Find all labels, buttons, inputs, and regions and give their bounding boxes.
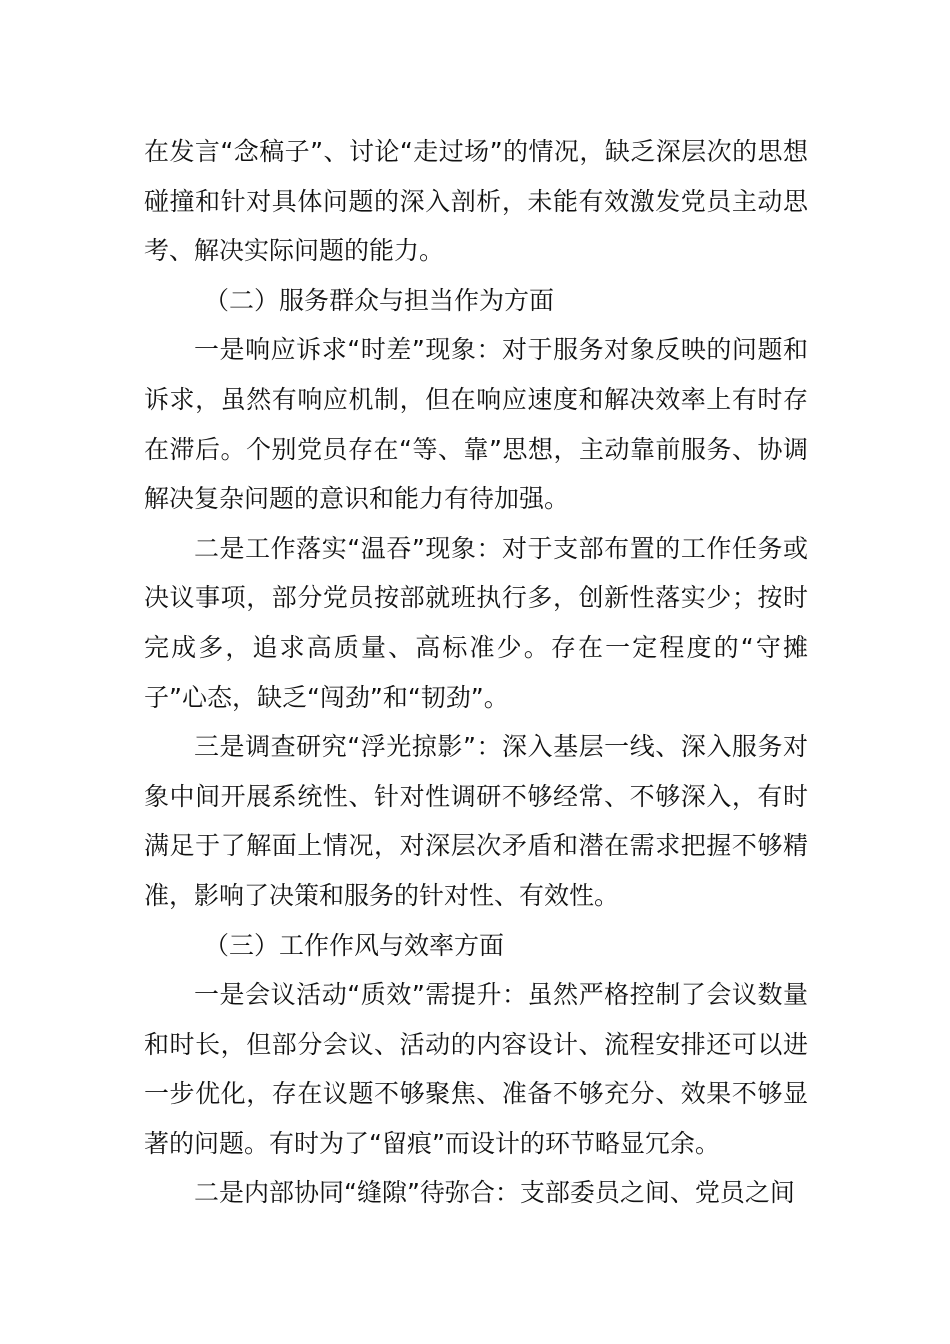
paragraph-implementation: 二是工作落实“温吞”现象：对于支部布置的工作任务或决议事项，部分党员按部就班执行多，创新性落实少；按时完成多，追求高质量、高标准少。存在一定程度的“守摊子”心态，缺乏“闯劲”和“韧劲”。 (144, 533, 808, 712)
paragraph-meetings: 一是会议活动“质效”需提升：虽然严格控制了会议数量和时长，但部分会议、活动的内容设计、流程安排还可以进一步优化，存在议题不够聚焦、准备不够充分、效果不够显著的问题。有时为了“留痕”而设计的环节略显冗余。 (144, 980, 808, 1158)
paragraph-coordination: 二是内部协同“缝隙”待弥合：支部委员之间、党员之间 (194, 1178, 795, 1208)
section-heading-3: （三）工作作风与效率方面 (204, 930, 505, 960)
paragraph-continuation: 在发言“念稿子”、讨论“走过场”的情况，缺乏深层次的思想碰撞和针对具体问题的深入剖析，未能有效激发党员主动思考、解决实际问题的能力。 (144, 137, 808, 266)
section-heading-2: （二）服务群众与担当作为方面 (204, 285, 555, 315)
paragraph-research: 三是调查研究“浮光掠影”：深入基层一线、深入服务对象中间开展系统性、针对性调研不够经常、不够深入，有时满足于了解面上情况，对深层次矛盾和潜在需求把握不够精准，影响了决策和服务的针对性、有效性。 (144, 732, 808, 910)
paragraph-response: 一是响应诉求“时差”现象：对于服务对象反映的问题和诉求，虽然有响应机制，但在响应速度和解决效率上有时存在滞后。个别党员存在“等、靠”思想，主动靠前服务、协调解决复杂问题的意识和能力有待加强。 (144, 335, 808, 514)
document-body (144, 127, 808, 1218)
